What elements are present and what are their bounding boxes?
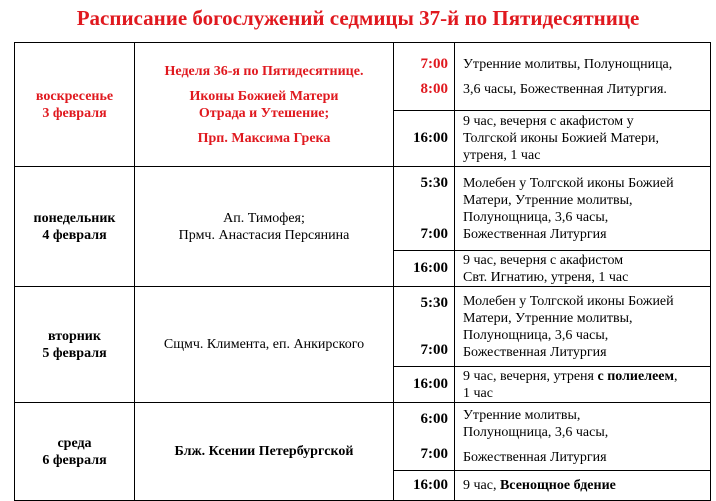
service-line: Толгской иконы Божией Матери, bbox=[463, 131, 660, 146]
service-text: 9 час, вечерня, утреня bbox=[463, 368, 598, 384]
service-cell bbox=[455, 251, 711, 287]
service-cell bbox=[455, 167, 711, 251]
service-cell bbox=[455, 471, 711, 501]
weekday-label: воскресенье bbox=[35, 88, 114, 104]
date-label: 3 февраля bbox=[42, 105, 107, 121]
weekday-label: среда bbox=[57, 435, 92, 451]
table-row bbox=[15, 403, 711, 471]
service-line: 1 час bbox=[463, 385, 493, 401]
saint-line: Прмч. Анастасия Персянина bbox=[178, 227, 350, 243]
day-cell bbox=[15, 43, 135, 167]
service-cell bbox=[455, 287, 711, 367]
service-line: Полунощница, 3,6 часы, bbox=[463, 209, 609, 225]
time-cell bbox=[394, 403, 455, 471]
service-line: Полунощница, 3,6 часы, bbox=[463, 425, 609, 440]
page-title: Расписание богослужений седмицы 37-й по Пятидесятнице bbox=[76, 6, 640, 30]
service-line: Божественная Литургия bbox=[463, 450, 607, 465]
time-value: 8:00 bbox=[420, 80, 448, 97]
date-label: 6 февраля bbox=[42, 452, 107, 468]
time-cell bbox=[394, 167, 455, 251]
time-cell bbox=[394, 471, 455, 501]
time-value: 16:00 bbox=[413, 477, 448, 493]
service-bold-text: с полиелеем bbox=[597, 368, 675, 384]
service-line bbox=[463, 368, 710, 385]
weekday-label: вторник bbox=[48, 328, 101, 344]
time-cell bbox=[394, 251, 455, 287]
service-cell bbox=[455, 403, 711, 471]
time-value: 7:00 bbox=[420, 341, 448, 358]
table-row bbox=[15, 43, 711, 111]
service-line: Молебен у Толгской иконы Божией bbox=[463, 175, 674, 191]
service-line: Божественная Литургия bbox=[463, 344, 607, 360]
service-cell bbox=[455, 43, 711, 111]
service-line: 3,6 часы, Божественная Литургия. bbox=[463, 81, 667, 97]
saint-line: Блж. Ксении Петербургской bbox=[174, 444, 354, 459]
time-value: 7:00 bbox=[420, 225, 448, 242]
time-cell bbox=[394, 43, 455, 111]
schedule-table bbox=[14, 42, 711, 501]
service-line: 9 час, вечерня с акафистом bbox=[463, 252, 624, 268]
service-line: Свт. Игнатию, утреня, 1 час bbox=[463, 269, 629, 285]
service-line: Полунощница, 3,6 часы, bbox=[463, 327, 609, 343]
day-cell bbox=[15, 287, 135, 403]
time-value: 7:00 bbox=[420, 445, 448, 462]
service-bold-text: Всенощное бдение bbox=[499, 478, 616, 493]
day-cell bbox=[15, 403, 135, 501]
date-label: 5 февраля bbox=[42, 345, 107, 361]
table-row bbox=[15, 287, 711, 367]
service-line: 9 час, вечерня с акафистом у bbox=[463, 114, 634, 129]
time-value: 16:00 bbox=[413, 130, 448, 146]
saint-line: Прп. Максима Грека bbox=[197, 130, 331, 146]
time-value: 5:30 bbox=[420, 174, 448, 191]
time-value: 16:00 bbox=[413, 376, 448, 392]
saint-line: Ап. Тимофея; bbox=[223, 210, 305, 226]
time-value: 7:00 bbox=[420, 55, 448, 72]
service-line: Утренние молитвы, bbox=[463, 408, 581, 423]
saint-cell bbox=[135, 403, 394, 501]
service-text: 9 час, bbox=[463, 478, 500, 493]
service-line: Утренние молитвы, Полунощница, bbox=[463, 56, 673, 72]
service-text: , bbox=[674, 368, 678, 384]
service-line: Матери, Утренние молитвы, bbox=[463, 310, 633, 326]
time-value: 16:00 bbox=[413, 260, 448, 276]
service-line: Божественная Литургия bbox=[463, 226, 607, 242]
time-value: 6:00 bbox=[420, 410, 448, 427]
day-cell bbox=[15, 167, 135, 287]
table-row bbox=[15, 167, 711, 251]
time-value: 5:30 bbox=[420, 294, 448, 311]
service-line: Молебен у Толгской иконы Божией bbox=[463, 293, 674, 309]
saint-cell bbox=[135, 43, 394, 167]
saint-cell bbox=[135, 167, 394, 287]
service-cell bbox=[455, 111, 711, 167]
saint-line: Сщмч. Климента, еп. Анкирского bbox=[163, 337, 365, 352]
time-cell bbox=[394, 287, 455, 367]
saint-line: Неделя 36-я по Пятидесятнице. bbox=[164, 63, 364, 79]
saint-line: Отрада и Утешение; bbox=[198, 105, 330, 121]
saint-cell bbox=[135, 287, 394, 403]
time-cell bbox=[394, 367, 455, 403]
service-line: Матери, Утренние молитвы, bbox=[463, 192, 633, 208]
date-label: 4 февраля bbox=[42, 227, 107, 243]
service-cell bbox=[455, 367, 711, 403]
weekday-label: понедельник bbox=[33, 210, 116, 226]
service-line: утреня, 1 час bbox=[463, 148, 541, 163]
service-line bbox=[463, 477, 710, 494]
saint-line: Иконы Божией Матери bbox=[189, 88, 339, 104]
time-cell bbox=[394, 111, 455, 167]
